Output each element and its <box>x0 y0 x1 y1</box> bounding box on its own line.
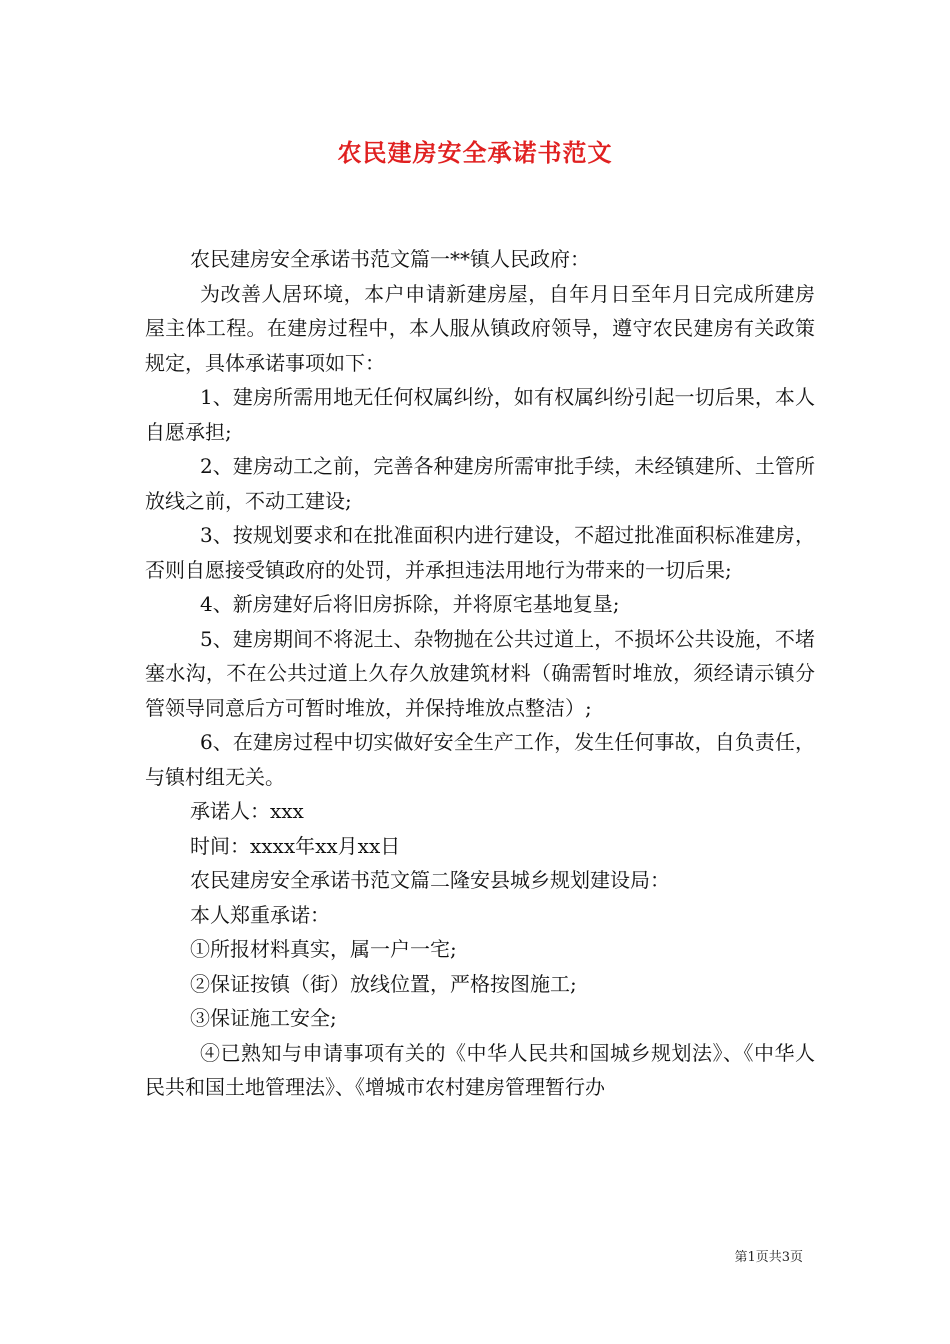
paragraph-pledge: 本人郑重承诺： <box>190 902 330 927</box>
paragraph-item-2: 2、建房动工之前，完善各种建房所需审批手续，未经镇建所、土管所放线之前，不动工建设; <box>145 454 815 513</box>
pledge-item-1: ①所报材料真实，属一户一宅; <box>190 937 457 961</box>
document-body <box>145 242 815 1105</box>
pledge-item-2: ②保证按镇（街）放线位置，严格按图施工; <box>190 971 577 996</box>
paragraph-item-6: 6、在建房过程中切实做好安全生产工作，发生任何事故，自负责任，与镇村组无关。 <box>145 730 815 789</box>
paragraph-item-3: 3、按规划要求和在批准面积内进行建设，不超过批准面积标准建房，否则自愿接受镇政府的处罚，并承担违法用地行为带来的一切后果; <box>145 523 815 582</box>
document-title: 农民建房安全承诺书范文 <box>337 138 613 167</box>
date-line: 时间：xxxx年xx月xx日 <box>190 833 401 858</box>
paragraph-item-4: 4、新房建好后将旧房拆除，并将原宅基地复垦; <box>200 592 620 616</box>
paragraph-part-2-heading: 农民建房安全承诺书范文篇二隆安县城乡规划建设局： <box>190 868 670 892</box>
paragraph-item-5: 5、建房期间不将泥土、杂物抛在公共过道上，不损坏公共设施，不堵塞水沟，不在公共过道上久存久放建筑材料（确需暂时堆放，须经请示镇分管领导同意后方可暂时堆放，并保持堆放点整洁）; <box>145 626 815 720</box>
paragraph-intro-2: 为改善人居环境，本户申请新建房屋，自年月日至年月日完成所建房屋主体工程。在建房过程中，本人服从镇政府领导，遵守农民建房有关政策规定，具体承诺事项如下： <box>145 281 815 375</box>
signature-line: 承诺人：xxx <box>190 799 304 823</box>
paragraph-intro-1: 农民建房安全承诺书范文篇一**镇人民政府： <box>190 247 590 271</box>
paragraph-item-1: 1、建房所需用地无任何权属纠纷，如有权属纠纷引起一切后果，本人自愿承担; <box>145 385 815 444</box>
pledge-item-3: ③保证施工安全; <box>190 1006 337 1030</box>
page-footer: 第1页共3页 <box>734 1250 803 1265</box>
pledge-item-4: ④已熟知与申请事项有关的《中华人民共和国城乡规划法》、《中华人民共和国土地管理法》、《增城市农村建房管理暂行办 <box>145 1040 815 1099</box>
